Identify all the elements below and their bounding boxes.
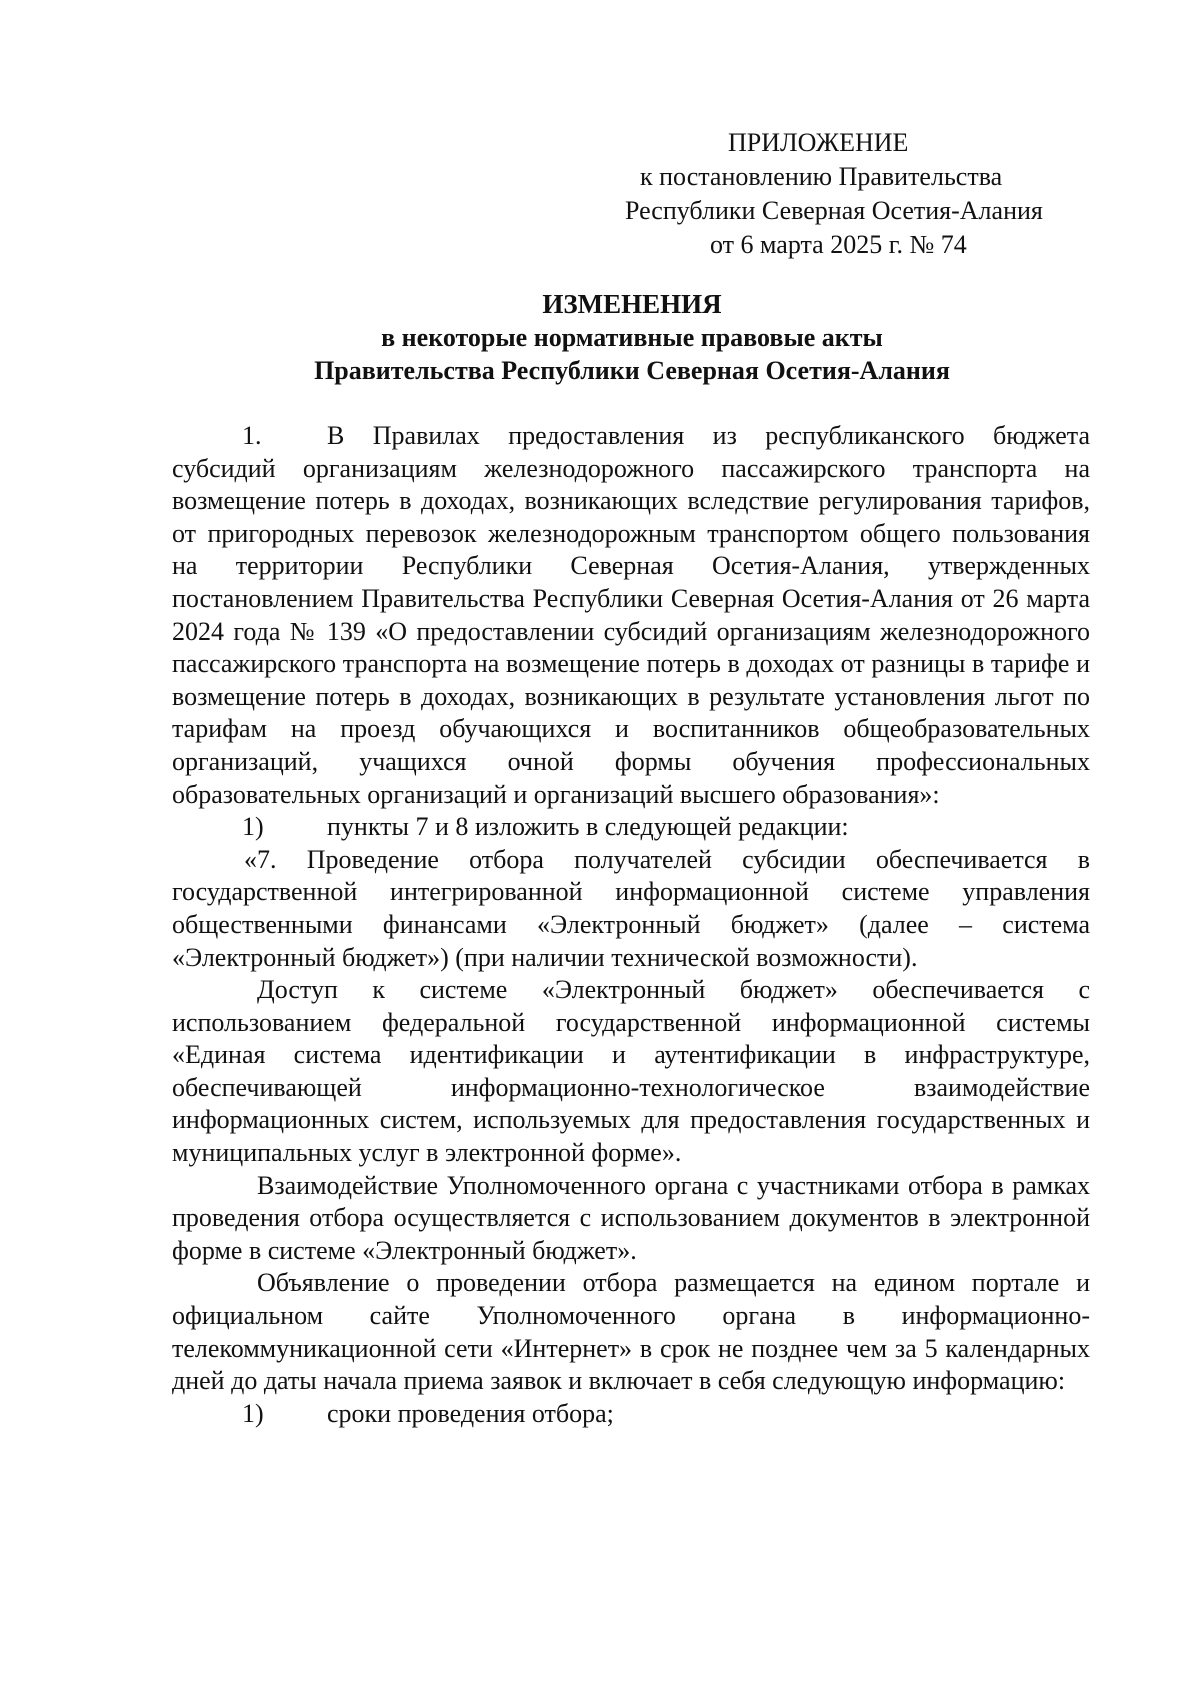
list-item-1 <box>172 1398 1090 1431</box>
list-item-1-text: сроки проведения отбора; <box>327 1398 614 1428</box>
appendix-block <box>560 126 1110 262</box>
title-subject: в некоторые нормативные правовые акты <box>381 323 883 352</box>
document-body <box>172 420 1090 1430</box>
appendix-date-number: от 6 марта 2025 г. № 74 <box>710 230 967 259</box>
paragraph-interaction: Взаимодействие Уполномоченного органа с участниками отбора в рамках проведения отбора осуществляется с использованием документов в электронной форме в системе «Электронный бюджет». <box>172 1170 1090 1265</box>
appendix-resolution-ref: к постановлению Правительства <box>640 162 1003 191</box>
list-item-1-marker: 1) <box>242 1398 264 1428</box>
item-1-text: В Правилах предоставления из республиканского бюджета субсидий организациям железнодорожного пассажирского транспорта на возмещение потерь в доходах, возникающих вследствие регулирования тарифов, от пригородных перевозок железнодорожным транспортом общего пользования на территории Республики Северная Осетия-Алания, утвержденных постановлением Правительства Республики Северная Осетия-Алания от 26 марта 2024 года № 139 «О предоставлении субсидий организациям железнодорожного пассажирского транспорта на возмещение потерь в доходах от разницы в тарифе и возмещение потерь в доходах, возникающих в результате установления льгот по тарифам на проезд обучающихся и воспитанников общеобразовательных организаций, учащихся очной формы обучения профессиональных образовательных организаций и организаций высшего образования»: <box>172 421 1090 809</box>
paragraph-access: Доступ к системе «Электронный бюджет» обеспечивается с использованием федеральной государственной информационной системы «Единая система идентификации и аутентификации в инфраструктуре, обеспечивающей информационно-технологическое взаимодействие информационных систем, используемых для предоставления государственных и муниципальных услуг в электронной форме». <box>172 975 1090 1168</box>
title-government: Правительства Республики Северная Осетия-Алания <box>314 356 950 385</box>
paragraph-7: «7. Проведение отбора получателей субсидии обеспечивается в государственной интегрированной информационной системе управления общественными финансами «Электронный бюджет» (далее – система «Электронный бюджет») (при наличии технической возможности). <box>172 844 1090 972</box>
paragraph-announcement: Объявление о проведении отбора размещается на едином портале и официальном сайте Уполномоченного органа в информационно-телекоммуникационной сети «Интернет» в срок не позднее чем за 5 календарных дней до даты начала приема заявок и включает в себя следующую информацию: <box>172 1268 1090 1396</box>
subitem-1-marker: 1) <box>242 812 264 842</box>
title-heading: ИЗМЕНЕНИЯ <box>542 289 722 319</box>
item-1-paragraph <box>172 420 1090 811</box>
appendix-republic: Республики Северная Осетия-Алания <box>625 196 1043 225</box>
subitem-1-text: пункты 7 и 8 изложить в следующей редакции: <box>327 812 849 842</box>
document-title <box>172 288 1092 387</box>
appendix-label: ПРИЛОЖЕНИЕ <box>728 128 909 157</box>
subitem-1-paragraph <box>172 811 1090 844</box>
item-1-marker: 1. <box>242 421 262 450</box>
